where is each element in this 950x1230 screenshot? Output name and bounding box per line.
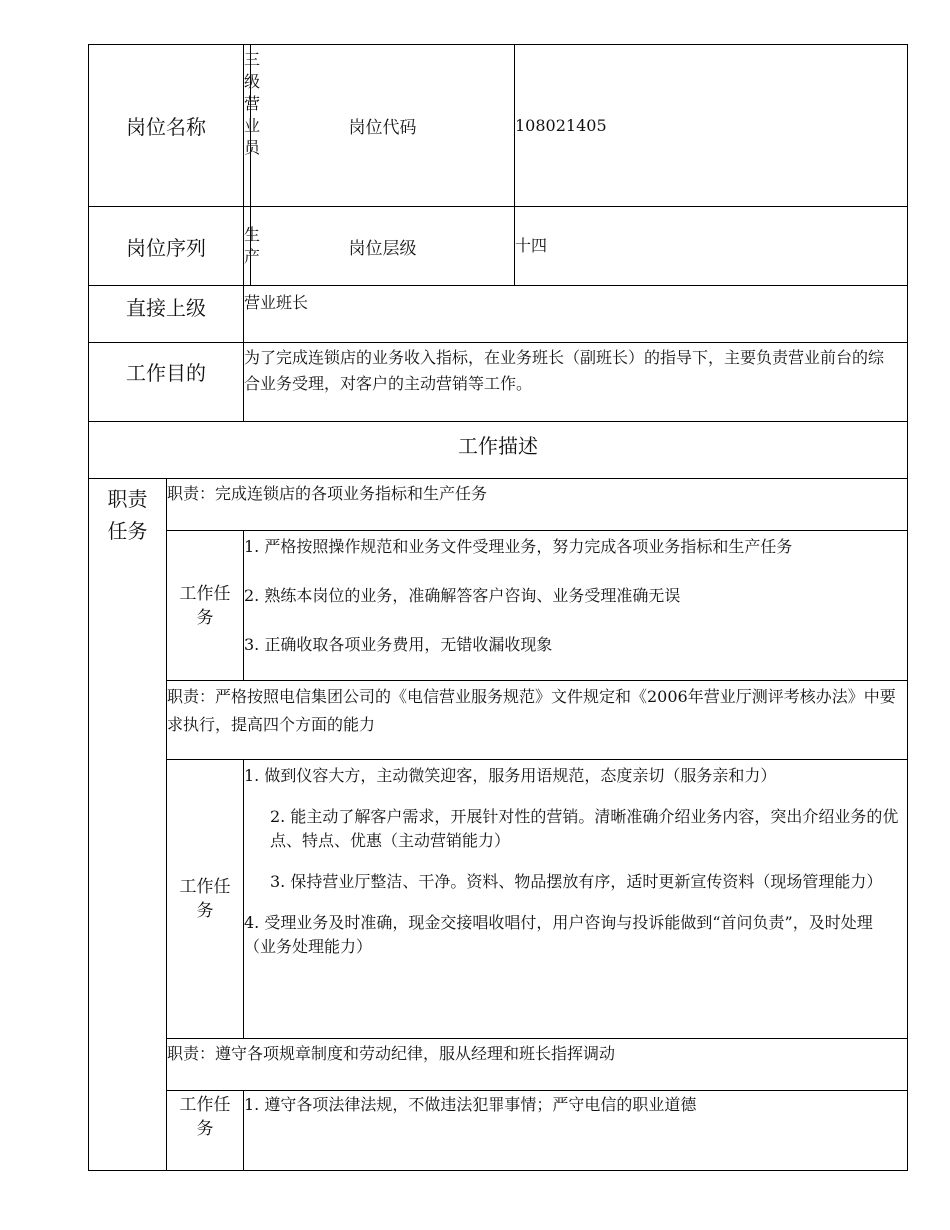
purpose-value: 为了完成连锁店的业务收入指标，在业务班长（副班长）的指导下，主要负责营业前台的综合业务受理，对客户的主动营销等工作。	[244, 343, 908, 422]
task-label-3: 工作任务	[167, 1091, 244, 1171]
task-3-1: 1. 遵守各项法律法规，不做违法犯罪事情；严守电信的职业道德	[244, 1095, 697, 1114]
task-1-1: 1. 严格按照操作规范和业务文件受理业务，努力完成各项业务指标和生产任务	[244, 537, 793, 556]
row-sequence	[89, 207, 908, 286]
post-code-value: 108021405	[515, 45, 908, 207]
description-title: 工作描述	[89, 422, 908, 479]
task-2-2: 2. 能主动了解客户需求，开展针对性的营销。清晰准确介绍业务内容，突出介绍业务的优点、特点、优惠（主动营销能力）	[270, 807, 899, 850]
task-row-2	[89, 760, 908, 1039]
post-code-label: 岗位代码	[251, 45, 515, 207]
row-superior	[89, 286, 908, 343]
job-table	[88, 44, 908, 1171]
duty-3: 职责：遵守各项规章制度和劳动纪律，服从经理和班长指挥调动	[167, 1039, 908, 1091]
task-label-1: 工作任务	[167, 531, 244, 681]
level-label: 岗位层级	[251, 207, 515, 286]
task-2-4: 4. 受理业务及时准确，现金交接唱收唱付，用户咨询与投诉能做到“首问负责”，及时处理（业务处理能力）	[244, 913, 873, 956]
duty-row-2	[89, 681, 908, 760]
task-1-3: 3. 正确收取各项业务费用，无错收漏收现象	[244, 635, 553, 654]
level-value: 十四	[515, 207, 908, 286]
duty-1: 职责：完成连锁店的各项业务指标和生产任务	[167, 479, 908, 531]
task-row-1	[89, 531, 908, 681]
row-description-title	[89, 422, 908, 479]
row-post-name	[89, 45, 908, 207]
task-2-3: 3. 保持营业厅整洁、干净。资料、物品摆放有序，适时更新宣传资料（现场管理能力）	[270, 872, 883, 891]
task-list-2	[244, 760, 908, 1039]
purpose-label: 工作目的	[89, 343, 244, 422]
task-label-2: 工作任务	[167, 760, 244, 1039]
sequence-value: 生产	[244, 207, 251, 286]
superior-value: 营业班长	[244, 286, 908, 343]
post-name-label: 岗位名称	[89, 45, 244, 207]
post-name-value: 三级营业员	[244, 45, 251, 207]
job-description-form	[88, 44, 907, 1171]
row-purpose	[89, 343, 908, 422]
task-list-3	[244, 1091, 908, 1171]
task-2-1: 1. 做到仪容大方，主动微笑迎客，服务用语规范，态度亲切（服务亲和力）	[244, 766, 777, 785]
duty-row-1	[89, 479, 908, 531]
sequence-label: 岗位序列	[89, 207, 244, 286]
duties-label: 职责任务	[89, 479, 167, 1171]
task-row-3	[89, 1091, 908, 1171]
task-1-2: 2. 熟练本岗位的业务，准确解答客户咨询、业务受理准确无误	[244, 586, 681, 605]
duty-row-3	[89, 1039, 908, 1091]
superior-label: 直接上级	[89, 286, 244, 343]
task-list-1	[244, 531, 908, 681]
duty-2: 职责：严格按照电信集团公司的《电信营业服务规范》文件规定和《2006年营业厅测评考核办法》中要求执行，提高四个方面的能力	[167, 681, 908, 760]
